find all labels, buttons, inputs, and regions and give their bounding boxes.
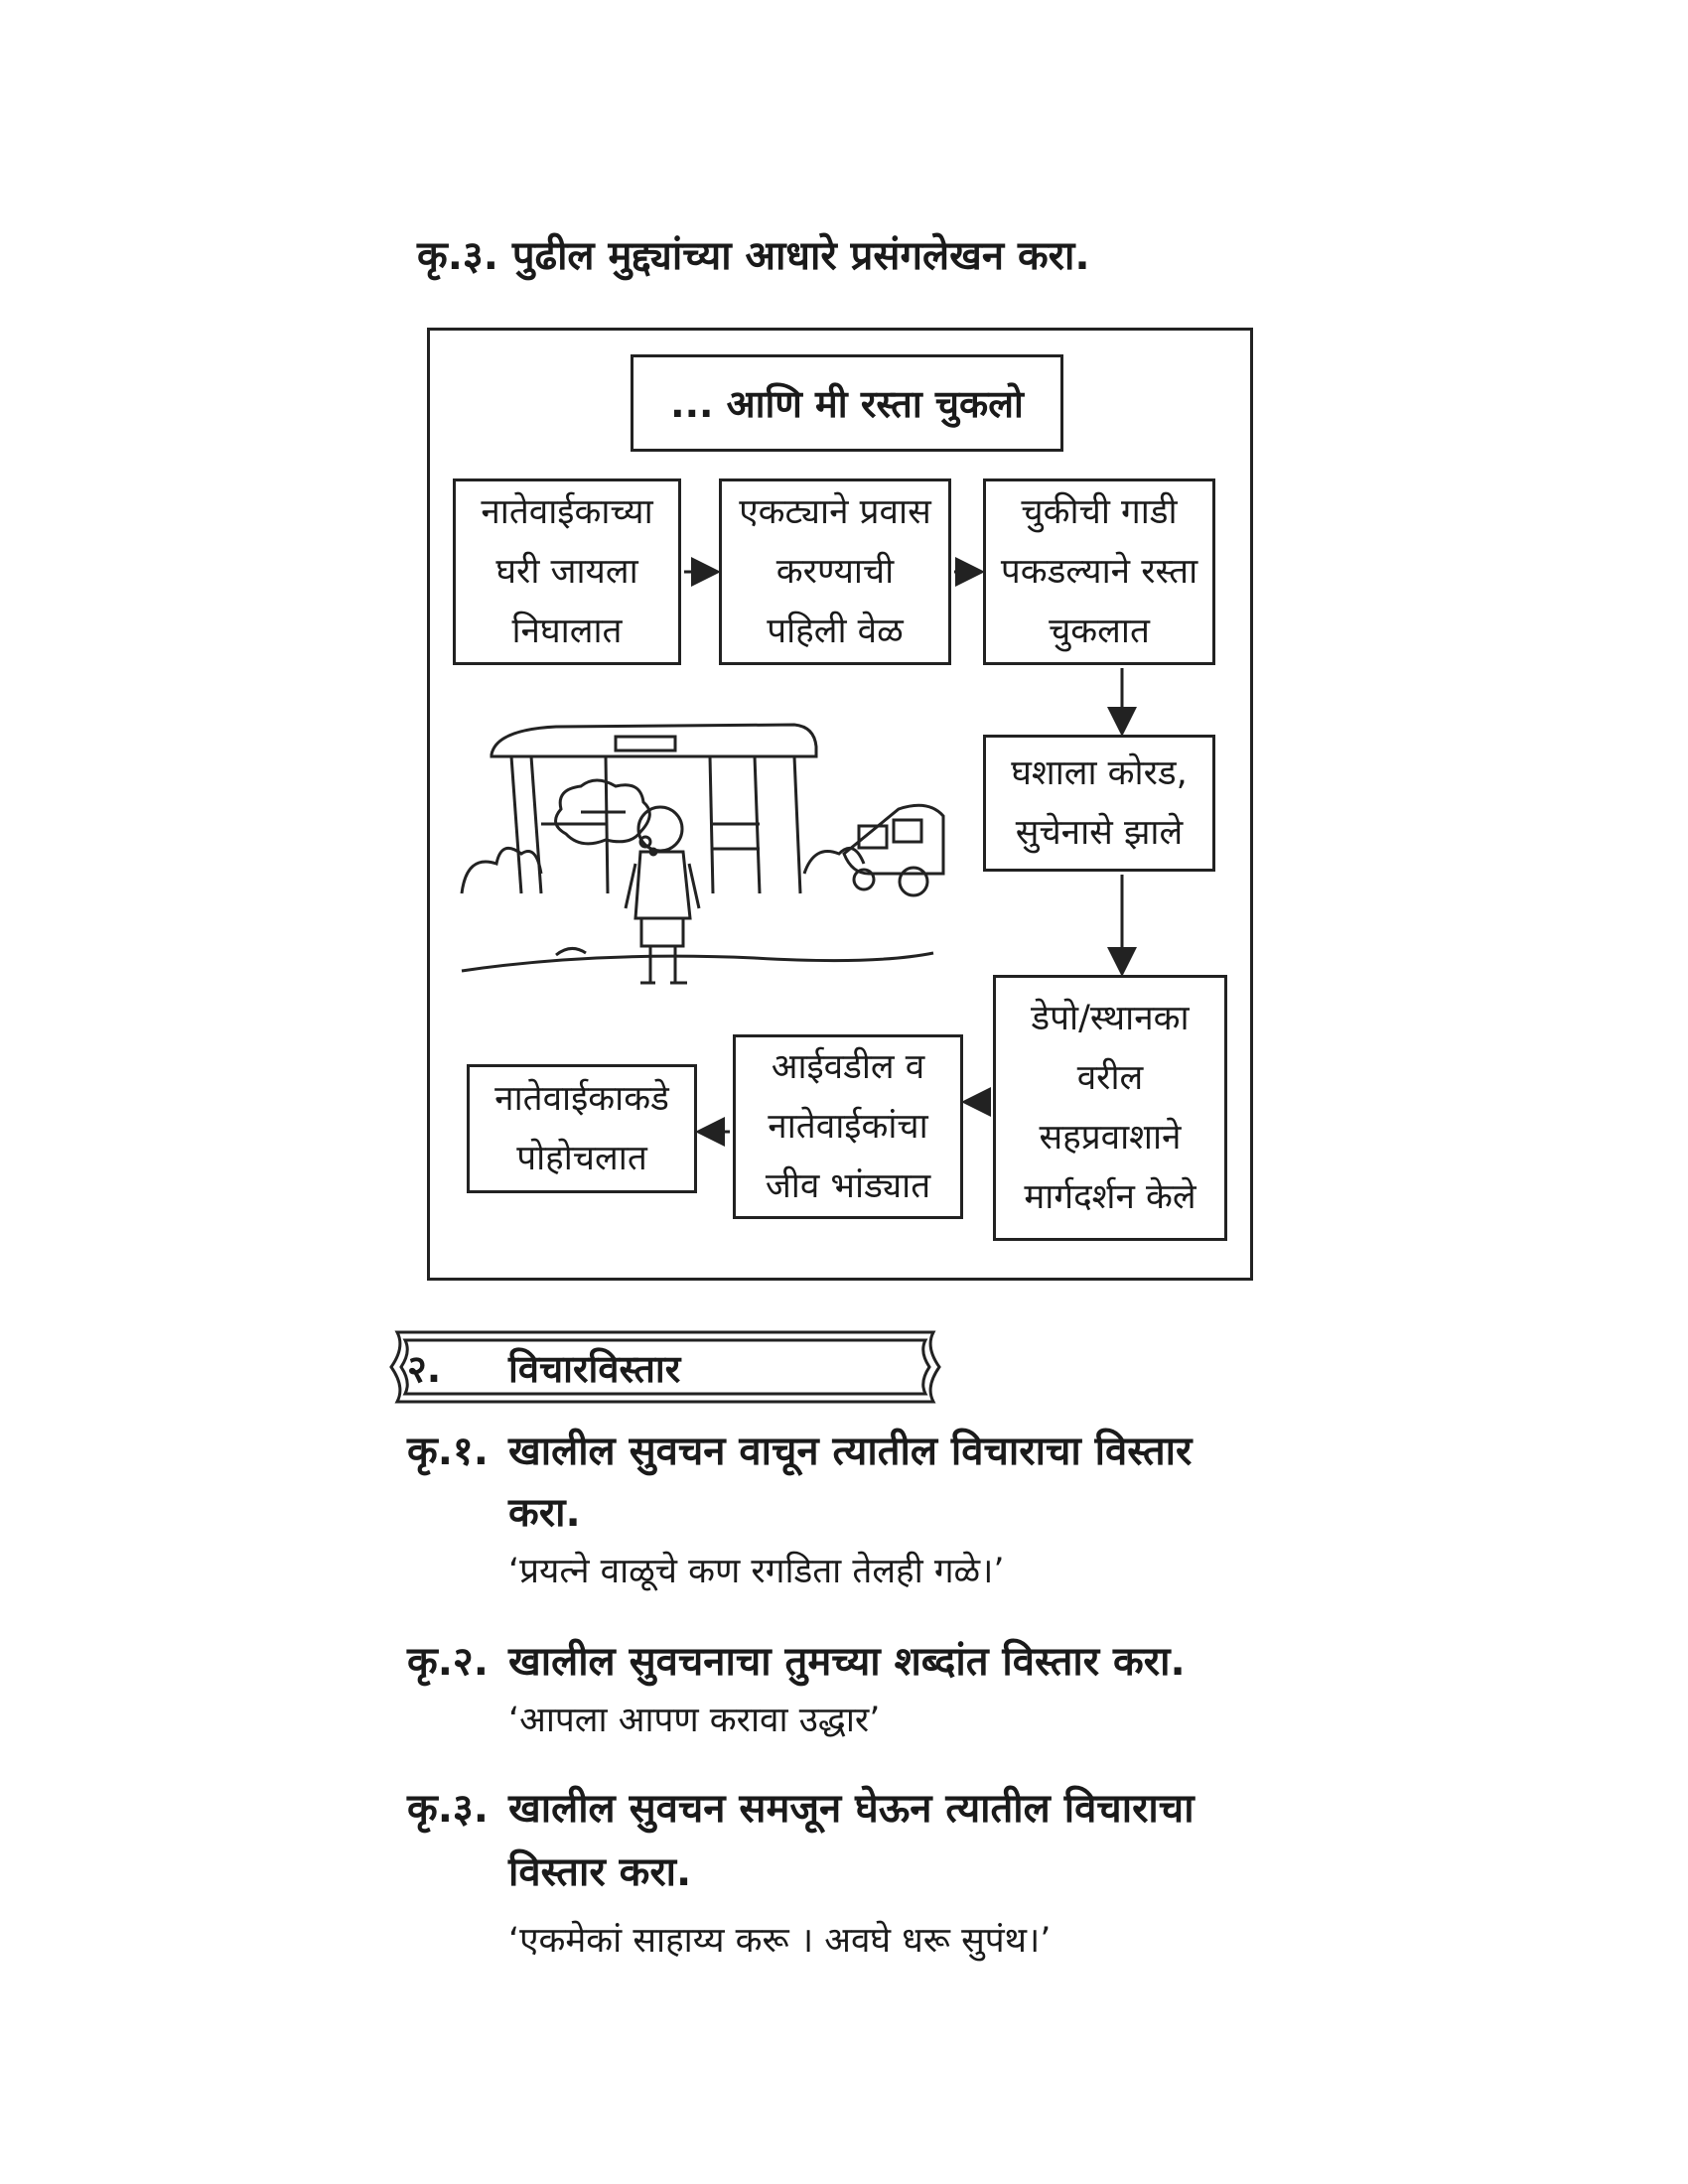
- section-title: विचारविस्तार: [508, 1347, 681, 1391]
- flow-box-7: [467, 1064, 697, 1193]
- flow-box-6-text: आईवडील व नातेवाईकांचा जीव भांड्यात: [765, 1046, 931, 1207]
- flow-box-2-text: एकट्याने प्रवास करण्याची पहिली वेळ: [739, 491, 931, 652]
- question-2-quote: ‘आपला आपण करावा उद्धार’: [508, 1701, 881, 1740]
- question-1-label: कृ.१.: [407, 1429, 489, 1474]
- flow-box-3-text: चुकीची गाडी पकडल्याने रस्ता चुकलात: [1000, 491, 1198, 652]
- flow-box-1: [453, 478, 681, 665]
- question-3-line2: विस्तार करा.: [508, 1849, 692, 1895]
- question-1-line2: करा.: [508, 1490, 581, 1536]
- flow-box-3: [983, 478, 1215, 665]
- question-3-line1: खालील सुवचन समजून घेऊन त्यातील विचाराचा: [508, 1786, 1195, 1832]
- flowchart-title: ... आणि मी रस्ता चुकलो: [631, 354, 1063, 452]
- question-3-heading: कृ.३. पुढील मुद्द्यांच्या आधारे प्रसंगलेखन करा.: [417, 233, 1090, 279]
- flow-box-5-text: डेपो/स्थानका वरील सहप्रवाशाने मार्गदर्शन केले: [1024, 998, 1196, 1218]
- flow-box-1-text: नातेवाईकाच्या घरी जायला निघालात: [481, 491, 653, 652]
- question-1-line1: खालील सुवचन वाचून त्यातील विचाराचा विस्तार: [508, 1429, 1193, 1474]
- question-2-line1: खालील सुवचनाचा तुमच्या शब्दांत विस्तार करा.: [508, 1639, 1186, 1685]
- question-3-quote: ‘एकमेकां साहाय्य करू । अवघे धरू सुपंथ।’: [508, 1921, 1052, 1961]
- section-number: २.: [407, 1347, 442, 1391]
- question-1-quote: ‘प्रयत्ने वाळूचे कण रगडिता तेलही गळे।’: [508, 1552, 1005, 1591]
- flow-box-7-text: नातेवाईकाकडे पोहोचलात: [494, 1078, 669, 1178]
- question-3-label: कृ.३.: [407, 1786, 489, 1832]
- flow-box-4-text: घशाला कोरड, सुचेनासे झाले: [1011, 752, 1188, 853]
- flow-box-6: [733, 1034, 963, 1219]
- question-2-label: कृ.२.: [407, 1639, 489, 1685]
- flow-box-2: [719, 478, 951, 665]
- flow-box-4: [983, 735, 1215, 872]
- flow-box-5: [993, 975, 1227, 1241]
